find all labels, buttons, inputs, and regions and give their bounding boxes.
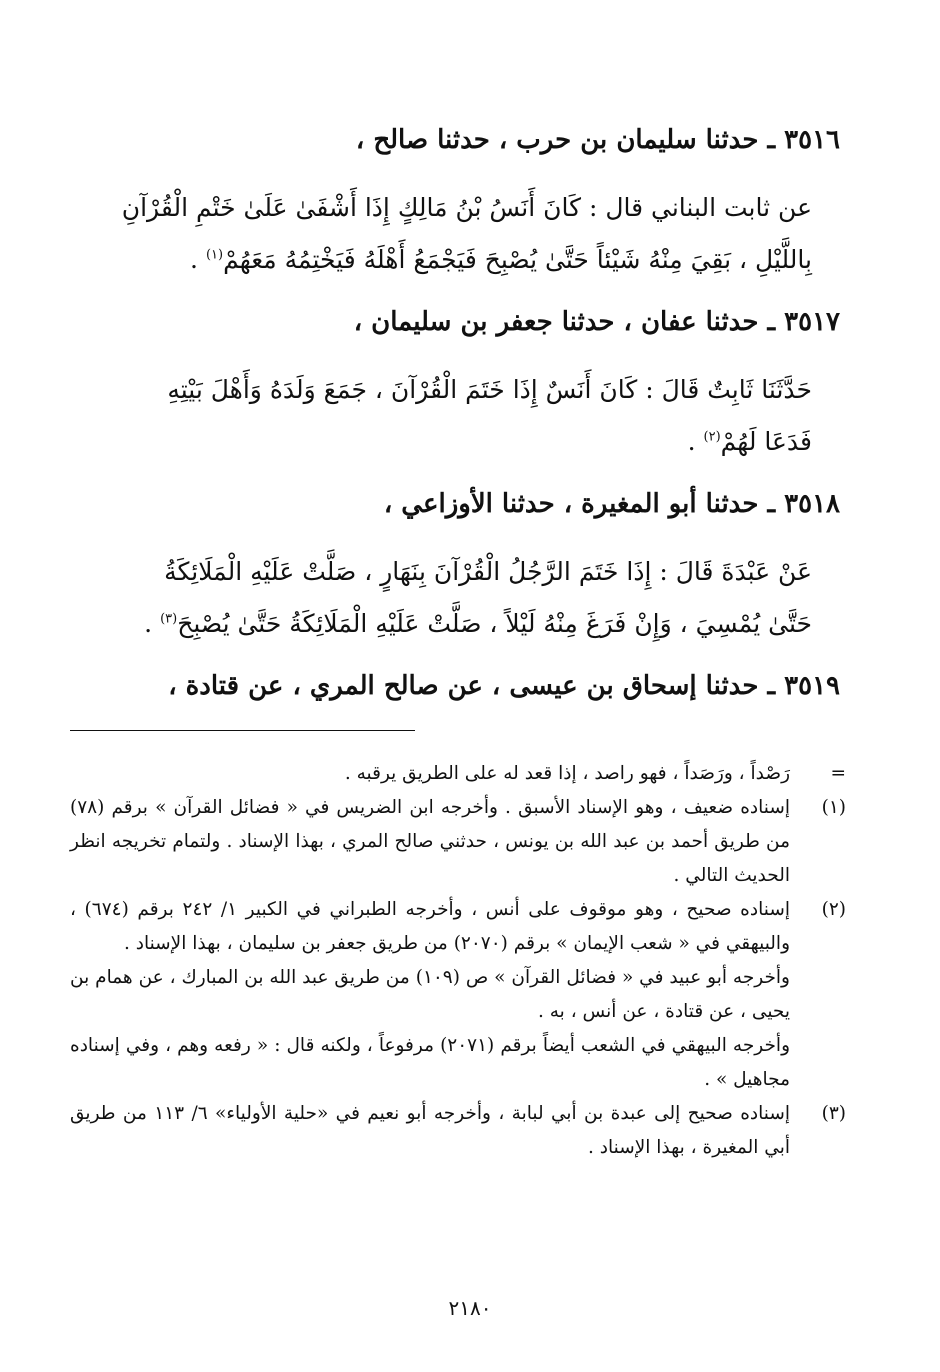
full-stop: . — [687, 427, 704, 456]
hadith-chain: ـ حدثنا عفان ، حدثنا جعفر بن سليمان ، — [353, 307, 776, 337]
footnote-ref[interactable]: (٢) — [703, 429, 721, 445]
hadith-line-last — [70, 416, 812, 468]
hadith-number: ٣٥١٦ — [784, 125, 840, 155]
footnote-carryover — [70, 757, 846, 791]
footnote-text: وأخرجه البيهقي في الشعب أيضاً برقم (٢٠٧١) مرفوعاً ، ولكنه قال : « رفعه وهم ، وفي إسناده مجاهيل » . — [70, 1035, 791, 1090]
hadith-line: فَدَعَا لَهُمْ — [720, 427, 812, 456]
footnote-text: إسناده ضعيف ، وهو الإسناد الأسبق . وأخرجه ابن الضريس في « فضائل القرآن » برقم (٧٨) من طريق أحمد بن عبد الله بن يونس ، حدثني صالح المري ، بهذا الإسناد . ولتمام تخريجه انظر الحديث التالي . — [70, 797, 790, 886]
footnote-ref[interactable]: (١) — [205, 247, 224, 263]
hadith-number: ٣٥١٧ — [784, 307, 840, 337]
hadith-body — [70, 364, 840, 468]
footnote-separator — [70, 730, 415, 731]
footnote-text: إسناده صحيح إلى عبدة بن أبي لبابة ، وأخرجه أبو نعيم في «حلية الأولياء» ٦/ ١١٣ من طريق أبي المغيرة ، بهذا الإسناد . — [70, 1103, 790, 1158]
footnote-text: إسناده صحيح ، وهو موقوف على أنس ، وأخرجه الطبراني في الكبير ١/ ٢٤٢ برقم (٦٧٤) ، والبيهقي في « شعب الإيمان » برقم (٢٠٧٠) من طريق جعفر بن سليمان ، بهذا الإسناد . — [70, 899, 790, 954]
footnote-marker: (٢) — [821, 899, 846, 920]
hadith-body — [70, 182, 840, 286]
footnote-1 — [70, 791, 846, 893]
hadith-chain: ـ حدثنا سليمان بن حرب ، حدثنا صالح ، — [355, 125, 776, 155]
footnotes — [70, 757, 846, 1165]
footnote-text: وأخرجه أبو عبيد في « فضائل القرآن » ص (١٠٩) من طريق عبد الله بن المبارك ، عن همام بن يحيى ، عن قتادة ، عن أنس ، به . — [70, 967, 790, 1022]
hadith-heading — [70, 482, 840, 526]
hadith-line: بِاللَّيْلِ ، بَقِيَ مِنْهُ شَيْئاً حَتَّىٰ يُصْبِحَ فَيَجْمَعُ أَهْلَهُ فَيَخْتِمُهُ مَعَهُمْ — [223, 245, 812, 274]
hadith-number: ٣٥١٩ — [784, 671, 840, 701]
hadith-entry — [70, 664, 840, 708]
hadith-line-last — [70, 598, 812, 650]
footnote-ref[interactable]: (٣) — [160, 611, 178, 627]
hadith-line: عَنْ عَبْدَةَ قَالَ : إِذَا خَتَمَ الرَّجُلُ الْقُرْآنَ بِنَهَارٍ ، صَلَّتْ عَلَيْهِ الْمَلَائِكَةُ — [164, 557, 812, 586]
footnote-marker: (٣) — [821, 1103, 846, 1124]
footnote-text: رَصْداً ، ورَصَداً ، فهو راصد ، إذا قعد له على الطريق يرقبه . — [344, 763, 790, 784]
footnote-2 — [70, 893, 846, 1097]
hadith-line: حَدَّثَنَا ثَابِتٌ قَالَ : كَانَ أَنَسٌ إِذَا خَتَمَ الْقُرْآنَ ، جَمَعَ وَلَدَهُ وَأَهْلَ بَيْتِهِ — [167, 375, 812, 404]
hadith-line-last — [70, 234, 812, 286]
footnote-marker: = — [830, 763, 846, 784]
hadith-entry — [70, 118, 840, 286]
hadith-entry — [70, 482, 840, 650]
hadith-entry — [70, 300, 840, 468]
hadith-heading — [70, 300, 840, 344]
hadith-heading — [70, 664, 840, 708]
hadith-line: حَتَّىٰ يُمْسِيَ ، وَإِنْ فَرَغَ مِنْهُ لَيْلاً ، صَلَّتْ عَلَيْهِ الْمَلَائِكَةُ حَتَّىٰ يُصْبِحَ — [177, 609, 812, 638]
footnote-3 — [70, 1097, 846, 1165]
hadith-chain: ـ حدثنا إسحاق بن عيسى ، عن صالح المري ، عن قتادة ، — [168, 671, 776, 701]
page-number: ٢١٨٠ — [448, 1296, 492, 1320]
full-stop: . — [144, 609, 161, 638]
hadith-line: عن ثابت البناني قال : كَانَ أَنَسُ بْنُ مَالِكٍ إِذَا أَشْفَىٰ عَلَىٰ خَتْمِ الْقُرْآنِ — [121, 193, 812, 222]
main-text — [70, 118, 840, 728]
hadith-number: ٣٥١٨ — [784, 489, 840, 519]
hadith-body — [70, 546, 840, 650]
hadith-chain: ـ حدثنا أبو المغيرة ، حدثنا الأوزاعي ، — [383, 489, 776, 519]
footnote-marker: (١) — [821, 797, 846, 818]
full-stop: . — [190, 245, 206, 274]
hadith-heading — [70, 118, 840, 162]
